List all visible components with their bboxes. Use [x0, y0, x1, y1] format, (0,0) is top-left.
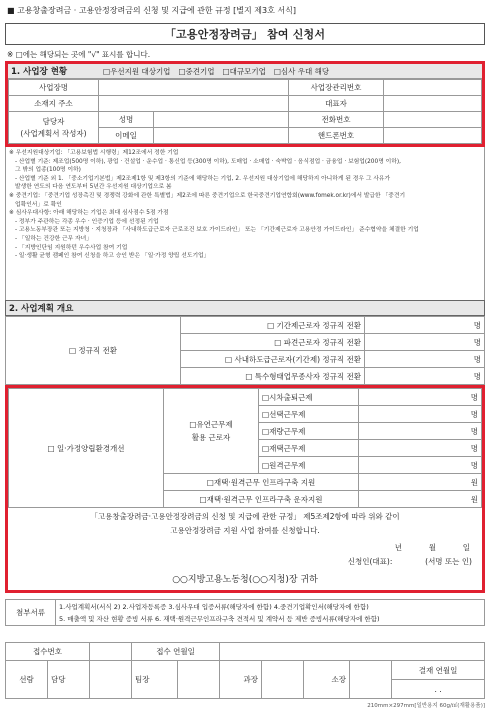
section1-box — [5, 61, 485, 147]
receipt-table — [5, 642, 485, 699]
company-table — [8, 79, 482, 144]
infra-item[interactable]: □재택·원격근무 인프라구축 운자지원 — [164, 491, 359, 508]
phone-field[interactable] — [384, 112, 482, 128]
label-reg-no: 사업장관리번호 — [289, 80, 384, 96]
label-address: 소재지 주소 — [9, 96, 99, 112]
address-field[interactable] — [99, 96, 289, 112]
type-preferred[interactable]: □심사 우대 해당 — [273, 66, 330, 76]
unit-person: 명 — [365, 368, 485, 385]
attachments-line: 5. 매출액 및 자산 현황 증빙 서류 6. 재택·원격근무인프라구축 견적서 및 계약서 등 제반 증빙서류(해당자에 한함) — [56, 613, 485, 626]
reg-no-field[interactable] — [384, 80, 482, 96]
section2-heading: 2. 사업계획 개요 — [5, 300, 485, 316]
section2-red-box — [5, 385, 485, 593]
flex-item[interactable]: □원격근무제 — [259, 457, 359, 474]
regular-item[interactable]: □ 기간제근로자 정규직 전환 — [181, 317, 365, 334]
flex-item[interactable]: □시차출퇴근제 — [259, 389, 359, 406]
flex-item[interactable]: □선택근무제 — [259, 406, 359, 423]
unit-won: 원 — [359, 474, 482, 491]
footnote-line: - 산업별 기준: 제조업(500명 이하), 광업 · 건설업 · 운수업 · 통신업 등(300명 이하), 도매업 · 소매업 · 숙박업 · 음식점업 · 금융업 · 보험업(200명 이하), — [15, 158, 401, 165]
footnote-line: 발생한 연도의 다음 연도부터 5년간 우선지원 대상기업으로 봄 — [15, 184, 172, 191]
footnote-line: - 「지방인단임 지원하던 우수사업 참여 기업 — [15, 244, 128, 251]
company-name-field[interactable] — [99, 80, 289, 96]
approval-label: 선람 — [6, 661, 48, 699]
approval-role: 과장 — [243, 675, 259, 684]
approval-role: 담당 — [51, 675, 66, 684]
unit-person: 명 — [365, 351, 485, 368]
form-title: 「고용안정장려금」 참여 신청서 — [5, 23, 485, 45]
wlb-label[interactable]: □ 일·가정양립환경개선 — [9, 389, 164, 508]
month-label: 월 — [428, 543, 436, 552]
unit-person: 명 — [359, 423, 482, 440]
recipient: ○○지방고용노동청(○○지청)장 귀하 — [172, 575, 318, 585]
attachments-table — [5, 599, 485, 626]
regular-item[interactable]: □ 파견근로자 정규직 전환 — [181, 334, 365, 351]
day-label: 일 — [462, 543, 470, 552]
receipt-date-field[interactable] — [220, 643, 485, 661]
declaration-text-2: 고용안정장려금 지원 사업 참여를 신청합니다. — [170, 526, 320, 535]
type-priority[interactable]: □우선지원 대상기업 — [103, 66, 171, 76]
section1-header — [8, 64, 482, 79]
paper-size-note: 210mm×297mm[일반용지 60g/㎡(재활용품)] — [367, 703, 485, 709]
result-date-field[interactable]: . . — [392, 680, 485, 699]
flex-label-sub: 활용 근로자 — [191, 433, 231, 442]
wlb-table — [8, 388, 482, 508]
type-large[interactable]: □대규모기업 — [222, 66, 266, 76]
applicant-line — [348, 556, 472, 567]
footnote-line: 그 밖의 업종(100명 이하) — [15, 167, 81, 174]
receipt-no-field[interactable] — [90, 643, 132, 661]
flex-item[interactable]: □재택근무제 — [259, 440, 359, 457]
attachments-line: 1.사업계획서(서식 2) 2.사업자등록증 3.심사우대 입증서류(해당자에 한함) 4.중견기업확인서(해당자에 한함) — [56, 600, 485, 613]
manager-name-field[interactable] — [154, 112, 289, 128]
unit-person: 명 — [359, 440, 482, 457]
regular-item[interactable]: □ 사내하도급근로자(기간제) 정규직 전환 — [181, 351, 365, 368]
label-email: 이메일 — [99, 128, 154, 144]
label-manager-main: 담당자 — [42, 116, 65, 126]
label-manager-sub: (사업계획서 작성자) — [20, 128, 87, 138]
unit-person: 명 — [365, 317, 485, 334]
footnote-line: ※ 중견기업: 「중견기업 성장촉진 및 경쟁력 강화에 관한 특별법」제2조에 따른 중견기업으로 한국중견기업연합회(www.fomek.or.kr)에서 발급한 「중견기 — [9, 192, 406, 199]
law-reference: ■ 고용창출장려금 · 고용안정장려금의 신청 및 지급에 관한 규정 [별지 제3호 서식] — [7, 6, 296, 15]
label-manager-name: 성명 — [99, 112, 154, 128]
regular-table — [5, 316, 485, 385]
section1-heading: 1. 사업장 현황 — [11, 67, 68, 77]
unit-person: 명 — [359, 406, 482, 423]
label-mobile: 핸드폰번호 — [289, 128, 384, 144]
footnote-line: - 고용노동부장관 또는 지방청 · 지청장과 「사내하도급근로자 근로조건 보호 가이드라인」 또는 「기간제근로자 고용안정 가이드라인」 준수협약을 체결한 기업 — [15, 227, 419, 234]
footnote-line: - 정부가 주관하는 각종 우수 · 인증기업 등에 선정된 기업 — [15, 218, 159, 225]
label-phone: 전화번호 — [289, 112, 384, 128]
unit-person: 명 — [359, 389, 482, 406]
declaration — [8, 508, 482, 590]
sign-label[interactable]: (서명 또는 인) — [425, 557, 472, 566]
unit-won: 원 — [359, 491, 482, 508]
email-field[interactable] — [154, 128, 289, 144]
flex-label[interactable] — [164, 389, 259, 474]
attachments-label: 첨부서류 — [6, 600, 56, 626]
applicant-label: 신청인(대표): — [347, 557, 393, 566]
application-form — [5, 5, 485, 709]
receipt-date-label: 접수 연월일 — [132, 643, 220, 661]
footnote-line: - 일·생활 균형 캠페인 참여 신청을 하고 승인 받은 「일·가정 양립 선도기업」 — [15, 253, 210, 260]
result-date-label: 결재 연월일 — [392, 661, 485, 680]
label-manager — [9, 112, 99, 144]
label-company-name: 사업장명 — [9, 80, 99, 96]
flex-label-main: □유연근무제 — [189, 420, 233, 429]
infra-item[interactable]: □재택·원격근무 인프라구축 지원 — [164, 474, 359, 491]
regular-label[interactable]: □ 정규직 전환 — [6, 317, 181, 385]
footnote-line: - 산업별 기준 외 1. 「중소기업기본법」제2조제1항 및 제3항의 기준에 해당하는 기업, 2. 우선지원 대상기업에 해당하지 아니하게 된 경우 그 사유가 — [15, 175, 391, 182]
footnote-line: ※ 심사우대사항: 아래 해당하는 기업은 최대 심사점수 5점 가점 — [9, 210, 169, 217]
unit-person: 명 — [359, 457, 482, 474]
approval-role: 소장 — [331, 675, 347, 684]
label-ceo: 대표자 — [289, 96, 384, 112]
ceo-field[interactable] — [384, 96, 482, 112]
flex-item[interactable]: □재량근무제 — [259, 423, 359, 440]
footnote-line: 업확인서」로 확인 — [15, 201, 62, 208]
year-label: 년 — [394, 543, 402, 552]
declaration-text-1: 「고용창출장려금·고용안정장려금의 신청 및 지급에 관한 규정」 제5조제2항에 따라 위와 같이 — [90, 512, 400, 521]
footnotes — [5, 147, 485, 300]
date-line — [395, 542, 470, 553]
check-note: ※ □에는 해당되는 곳에 "√" 표시를 합니다. — [7, 50, 151, 59]
type-midsize[interactable]: □중견기업 — [178, 66, 215, 76]
footnote-line: - 「일하는 건강한 근무 자녀」 — [15, 235, 93, 242]
footnote-line: ※ 우선지원대상기업: 「고용보험법 시행령」제12조에서 정한 기업 — [9, 150, 179, 156]
unit-person: 명 — [365, 334, 485, 351]
receipt-no-label: 접수번호 — [6, 643, 90, 661]
approval-role: 팀장 — [135, 675, 150, 684]
mobile-field[interactable] — [384, 128, 482, 144]
regular-item[interactable]: □ 특수형태업무종사자 정규직 전환 — [181, 368, 365, 385]
